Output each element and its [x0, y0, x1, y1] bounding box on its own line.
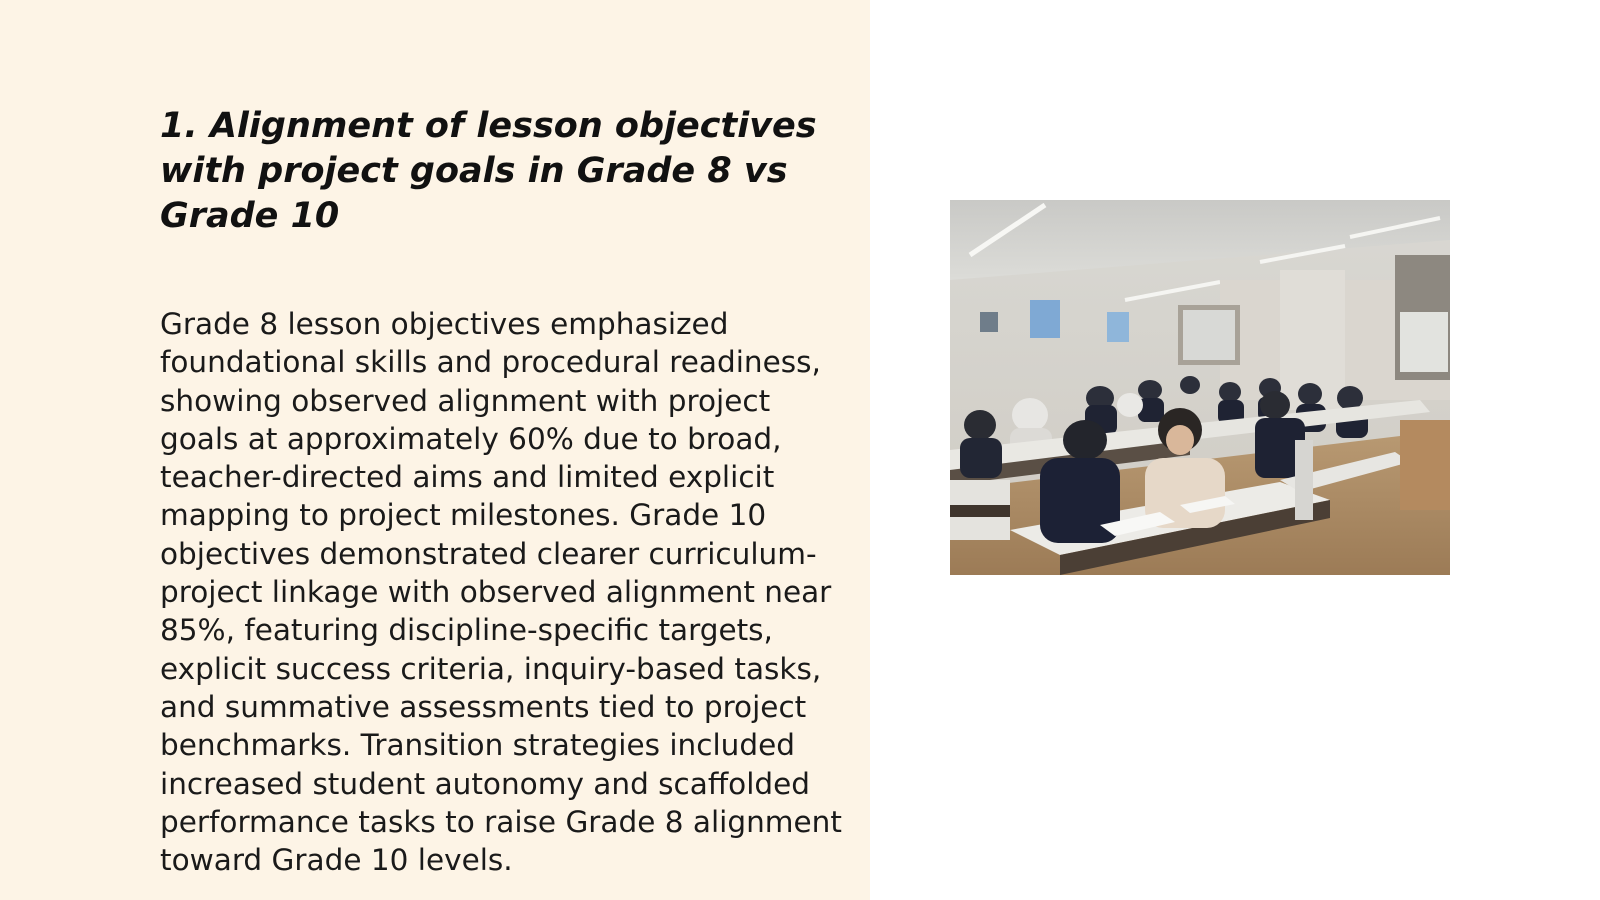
classroom-photo	[950, 200, 1450, 575]
slide-title: 1. Alignment of lesson objectives with project goals in Grade 8 vs Grade 10	[160, 106, 817, 236]
slide-body-text: Grade 8 lesson objectives emphasized foundational skills and procedural readiness, showing observed alignment with project goals at approximately 60% due to broad, teacher-directed aims and limited explicit mapping to project milestones. Grade 10 objectives demonstrated clearer curriculum-project linkage with observed alignment near 85%, featuring discipline-specific targets, explicit success criteria, inquiry-based tasks, and summative assessments tied to project benchmarks. Transition strategies included increased student autonomy and scaffolded performance tasks to raise Grade 8 alignment toward Grade 10 levels.	[160, 307, 842, 878]
classroom-photo-icon	[950, 200, 1450, 575]
